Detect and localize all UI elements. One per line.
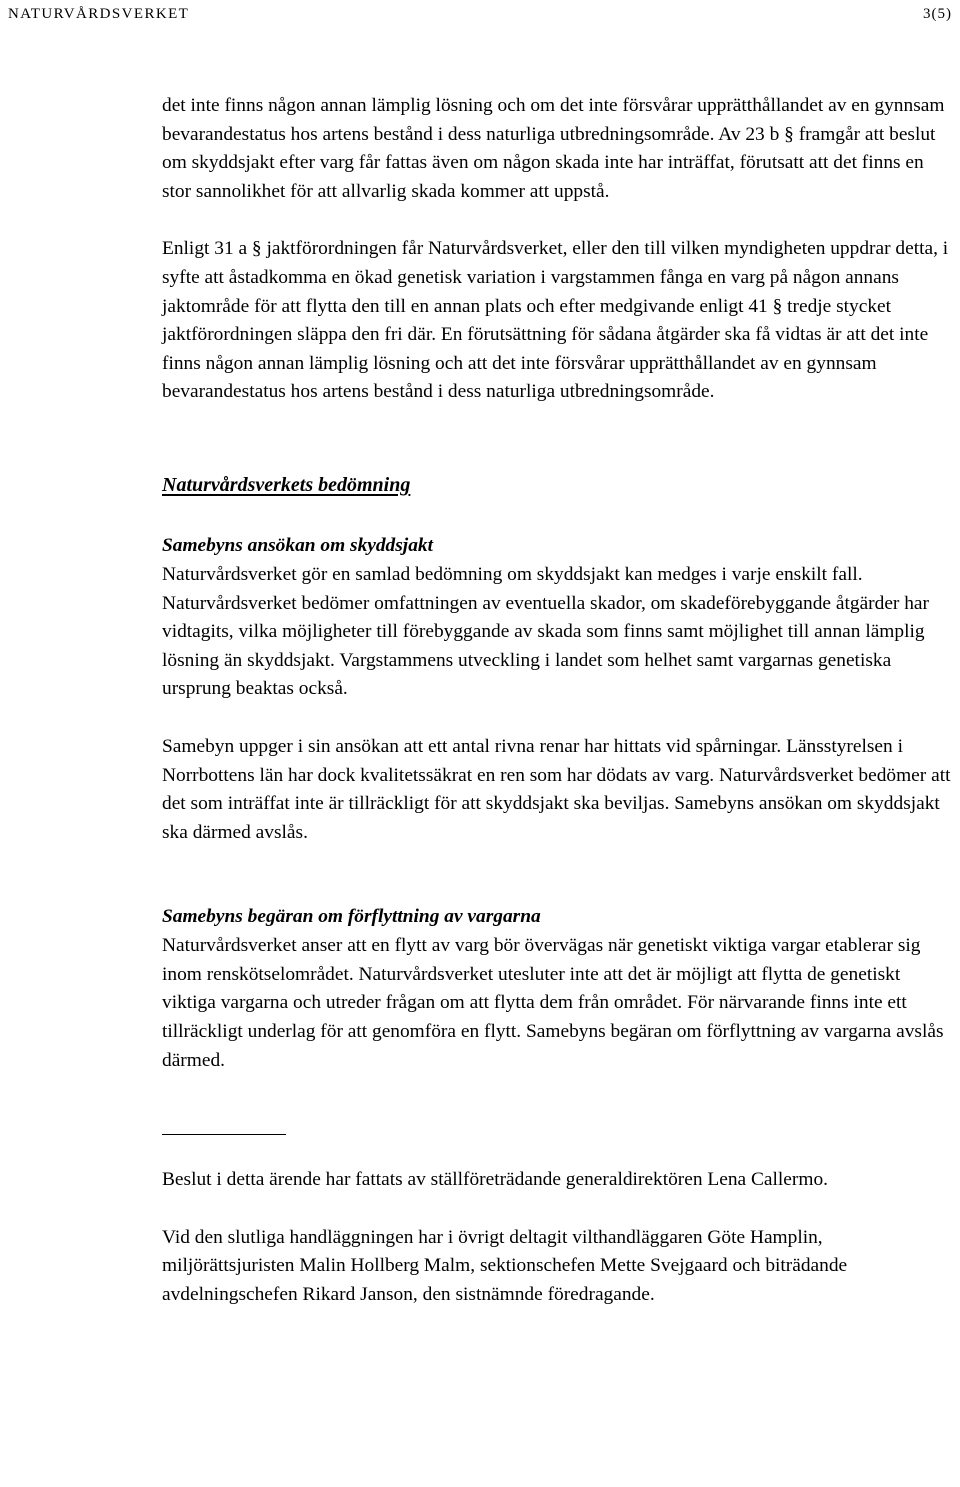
paragraph-overall-assessment: Naturvårdsverket gör en samlad bedömning om skyddsjakt kan medges i varje enskilt fall. Naturvårdsverket bedömer omfattningen av eventuella skador, om skadeförebyggande åtgärder har vidtagits, vilka möjligheter till förebyggande av skada som finns samt möjlighet till annan lämplig lösning än skyddsjakt. Vargstammens utveckling i landet som helhet samt vargarnas genetiska ursprung beaktas också.: [162, 563, 929, 700]
subheading-protective-hunt-application: Samebyns ansökan om skyddsjakt: [162, 534, 433, 556]
header-page-number: 3(5): [923, 6, 952, 22]
subheading-relocation-request: Samebyns begäran om förflyttning av vargarna: [162, 906, 541, 928]
paragraph-participants: Vid den slutliga handläggningen har i övrigt deltagit vilthandläggaren Göte Hamplin, miljörättsjuristen Malin Hollberg Malm, sektionschefen Mette Svejgaard och biträdande avdelningschefen Rikard Janson, den sistnämnde föredragande.: [162, 1226, 848, 1306]
paragraph-relocation-rules: Enligt 31 a § jaktförordningen får Naturvårdsverket, eller den till vilken myndigheten uppdrar detta, i syfte att åstadkomma en ökad genetisk variation i vargstammen fånga en varg på någon annans jaktområde för att flytta den till en annan plats och efter medgivande enligt 41 § tredje stycket jaktförordningen släppa den fri där. En förutsättning för sådana åtgärder ska få vidtas är att det inte finns någon annan lämplig lösning och att det inte försvårar upprätthållandet av en gynnsam bevarandestatus hos artens bestånd i dess naturliga utbredningsområde.: [162, 238, 949, 403]
page-header: [0, 6, 960, 26]
paragraph-decision-maker: Beslut i detta ärende har fattats av ställföreträdande generaldirektören Lena Callermo.: [162, 1169, 828, 1191]
paragraph-relocation-assessment: Naturvårdsverket anser att en flytt av varg bör övervägas när genetiskt viktiga vargar etablerar sig inom renskötselområdet. Naturvårdsverket utesluter inte att det är möjligt att flytta de genetiskt viktiga vargarna och utreder frågan om att flytta dem från området. För närvarande finns inte ett tillräckligt underlag för att genomföra en flytt. Samebyns begäran om förflyttning av vargarna avslås därmed.: [162, 935, 944, 1071]
paragraph-legal-conditions: det inte finns någon annan lämplig lösning och om det inte försvårar upprätthållandet av en gynnsam bevarandestatus hos artens bestånd i dess naturliga utbredningsområde. Av 23 b § framgår att beslut om skyddsjakt efter varg får fattas även om någon skada inte har inträffat, förutsatt att det finns en stor sannolikhet för att allvarlig skada kommer att uppstå.: [162, 95, 945, 202]
section-heading-assessment: Naturvårdsverkets bedömning: [162, 473, 411, 496]
signature-divider: [162, 1134, 286, 1135]
paragraph-application-rejected: Samebyn uppger i sin ansökan att ett antal rivna renar har hittats vid spårningar. Länsstyrelsen i Norrbottens län har dock kvalitetssäkrat en ren som har dödats av varg. Naturvårdsverket bedömer att det som inträffat inte är tillräckligt för att skyddsjakt ska beviljas. Samebyns ansökan om skyddsjakt ska därmed avslås.: [162, 735, 951, 843]
document-body: [162, 92, 956, 1310]
header-organization: NATURVÅRDSVERKET: [8, 6, 190, 22]
